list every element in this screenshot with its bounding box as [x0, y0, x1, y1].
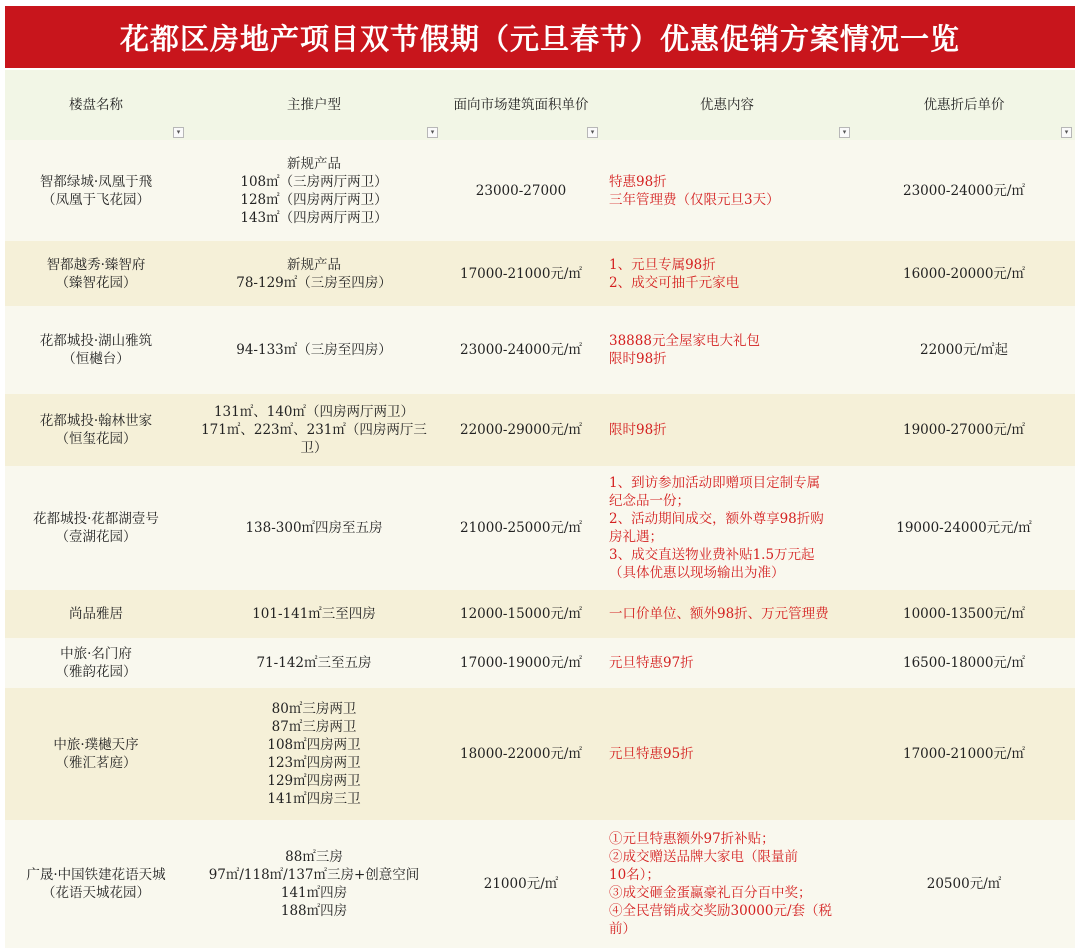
cell-promo: [601, 466, 853, 590]
cell-unit-text: 143㎡（四房两厅两卫）: [240, 209, 388, 226]
cell-name-text: （臻智花园）: [55, 274, 137, 291]
cell-unit-text: 108㎡四房两卫: [267, 737, 361, 753]
filter-dropdown-icon[interactable]: ▾: [587, 127, 598, 138]
cell-unit-text: 141㎡四房: [280, 885, 348, 901]
cell-name-text: （壹湖花园）: [55, 529, 137, 545]
cell-name-text: 智都越秀·臻智府: [46, 256, 146, 273]
cell-after-text: 16000-20000元/㎡: [902, 265, 1025, 282]
cell-name: [5, 306, 187, 394]
cell-price: [441, 394, 601, 466]
cell-name: [5, 820, 187, 948]
cell-after-text: 17000-21000元/㎡: [902, 746, 1025, 762]
table-row[interactable]: [5, 820, 1075, 948]
cell-price-text: 23000-27000: [475, 182, 567, 199]
cell-after-text: 10000-13500元/㎡: [902, 606, 1025, 622]
cell-name-text: 中旅·名门府: [60, 646, 132, 662]
cell-promo-text: 2、成交可抽千元家电: [609, 274, 740, 291]
cell-unit-text: 138-300㎡四房至五房: [245, 520, 383, 536]
cell-name-text: （雅韵花园）: [55, 664, 137, 680]
cell-promo-text: ①元旦特惠额外97折补贴；: [609, 831, 775, 847]
cell-promo-text: ④全民营销成交奖励30000元/套（税: [609, 903, 832, 919]
cell-unit-text: 新规产品: [287, 155, 341, 172]
cell-name: [5, 590, 187, 638]
cell-promo-text: 2、活动期间成交，额外尊享98折购: [609, 511, 824, 527]
table-row[interactable]: [5, 306, 1075, 394]
table-row[interactable]: [5, 688, 1075, 820]
cell-unit: [187, 466, 441, 590]
cell-unit: [187, 688, 441, 820]
cell-after-text: 23000-24000元/㎡: [902, 182, 1025, 199]
header-promo[interactable]: 优惠内容 ▾: [601, 70, 853, 140]
cell-price-text: 17000-21000元/㎡: [459, 265, 582, 282]
cell-name-text: （恒樾台）: [62, 351, 130, 367]
cell-unit-text: 88㎡三房: [285, 849, 343, 865]
cell-unit-text: 71-142㎡三至五房: [256, 655, 372, 671]
cell-name-text: 花都城投·花都湖壹号: [33, 511, 159, 527]
cell-price: [441, 820, 601, 948]
cell-name: [5, 241, 187, 306]
header-unit[interactable]: 主推户型 ▾: [187, 70, 441, 140]
cell-promo-text: 10名）；: [609, 867, 660, 883]
cell-promo-text: ③成交砸金蛋赢豪礼百分百中奖；: [609, 885, 812, 901]
cell-price-text: 22000-29000元/㎡: [459, 422, 582, 438]
cell-price-text: 12000-15000元/㎡: [459, 606, 582, 622]
cell-name-text: 广晟·中国铁建花语天城: [26, 867, 166, 883]
table-row[interactable]: [5, 590, 1075, 638]
cell-unit-text: 80㎡三房两卫: [271, 701, 357, 717]
cell-after-text: 19000-24000元元/㎡: [896, 520, 1032, 536]
table-row[interactable]: [5, 241, 1075, 306]
cell-unit-text: 131㎡、140㎡（四房两厅两卫）: [213, 404, 415, 420]
cell-name-text: 中旅·璞樾天序: [53, 737, 139, 753]
cell-unit-text: 卫）: [300, 440, 328, 456]
cell-unit-text: 141㎡四房三卫: [267, 791, 361, 807]
cell-unit-text: 129㎡四房两卫: [267, 773, 361, 789]
cell-after: [853, 140, 1075, 241]
cell-price-text: 18000-22000元/㎡: [459, 746, 582, 762]
cell-unit: [187, 820, 441, 948]
cell-promo: [601, 140, 853, 241]
filter-dropdown-icon[interactable]: ▾: [839, 127, 850, 138]
cell-name-text: 智都绿城·凤凰于飛: [39, 173, 153, 190]
cell-unit-text: 108㎡（三房两厅两卫）: [240, 173, 388, 190]
cell-unit-text: 171㎡、223㎡、231㎡（四房两厅三: [201, 422, 427, 438]
cell-promo-text: 38888元全屋家电大礼包: [609, 333, 760, 349]
table-row[interactable]: [5, 638, 1075, 688]
cell-name: [5, 140, 187, 241]
cell-price-text: 21000元/㎡: [483, 876, 559, 892]
cell-unit: [187, 590, 441, 638]
table-row[interactable]: [5, 394, 1075, 466]
cell-unit: [187, 638, 441, 688]
cell-promo: [601, 394, 853, 466]
cell-after-text: 16500-18000元/㎡: [902, 655, 1025, 671]
cell-unit-text: 123㎡四房两卫: [267, 755, 361, 771]
filter-dropdown-icon[interactable]: ▾: [1061, 127, 1072, 138]
cell-price: [441, 688, 601, 820]
cell-promo-text: （具体优惠以现场输出为准）: [609, 565, 785, 581]
cell-name: [5, 466, 187, 590]
cell-price: [441, 638, 601, 688]
cell-promo: [601, 638, 853, 688]
cell-promo-text: 一口价单位、额外98折、万元管理费: [609, 606, 829, 622]
promotion-table: [5, 70, 1075, 948]
cell-promo-text: 1、元旦专属98折: [609, 256, 716, 273]
cell-unit-text: 94-133㎡（三房至四房）: [236, 342, 392, 358]
cell-after-text: 20500元/㎡: [926, 876, 1002, 892]
cell-unit-text: 87㎡三房两卫: [271, 719, 357, 735]
header-after[interactable]: 优惠折后单价 ▾: [853, 70, 1075, 140]
cell-unit-text: 101-141㎡三至四房: [252, 606, 376, 622]
cell-name: [5, 394, 187, 466]
cell-unit-text: 78-129㎡（三房至四房）: [236, 274, 392, 291]
cell-after: [853, 688, 1075, 820]
cell-price: [441, 590, 601, 638]
cell-after: [853, 638, 1075, 688]
cell-name-text: （恒玺花园）: [55, 431, 137, 447]
cell-price: [441, 140, 601, 241]
cell-promo-text: 三年管理费（仅限元旦3天）: [609, 191, 780, 208]
cell-name-text: 花都城投·湖山雅筑: [39, 333, 153, 349]
cell-after: [853, 820, 1075, 948]
table-row[interactable]: [5, 140, 1075, 241]
cell-promo-text: 前）: [609, 921, 636, 937]
filter-dropdown-icon[interactable]: ▾: [427, 127, 438, 138]
cell-promo-text: 房礼遇；: [609, 529, 663, 545]
cell-promo: [601, 688, 853, 820]
cell-promo: [601, 590, 853, 638]
cell-name-text: 尚品雅居: [69, 606, 123, 622]
cell-after-text: 22000元/㎡起: [920, 342, 1008, 358]
cell-promo-text: 特惠98折: [609, 173, 667, 190]
cell-price-text: 21000-25000元/㎡: [459, 520, 582, 536]
cell-promo-text: 限时98折: [609, 422, 667, 438]
cell-promo-text: 元旦特惠97折: [609, 655, 694, 671]
cell-unit-text: 188㎡四房: [280, 903, 348, 919]
cell-name-text: （雅汇茗庭）: [55, 755, 137, 771]
cell-promo-text: 1、到访参加活动即赠项目定制专属: [609, 475, 821, 491]
cell-promo: [601, 241, 853, 306]
cell-name-text: 花都城投·翰林世家: [39, 413, 153, 429]
cell-after-text: 19000-27000元/㎡: [902, 422, 1025, 438]
cell-price: [441, 306, 601, 394]
cell-unit-text: 新规产品: [287, 256, 341, 273]
cell-price: [441, 466, 601, 590]
header-price[interactable]: 面向市场建筑面积单价 ▾: [441, 70, 601, 140]
cell-unit: [187, 140, 441, 241]
header-row: [5, 70, 1075, 140]
cell-name: [5, 638, 187, 688]
cell-promo: [601, 306, 853, 394]
cell-promo-text: 3、成交直送物业费补贴1.5万元起: [609, 547, 815, 563]
cell-unit: [187, 306, 441, 394]
cell-price: [441, 241, 601, 306]
cell-after: [853, 394, 1075, 466]
cell-promo: [601, 820, 853, 948]
cell-promo-text: ②成交赠送品牌大家电（限量前: [609, 849, 798, 865]
table-body: [5, 140, 1075, 948]
cell-name-text: （凤凰于飞花园）: [42, 191, 150, 208]
filter-dropdown-icon[interactable]: ▾: [173, 127, 184, 138]
cell-price-text: 17000-19000元/㎡: [459, 655, 582, 671]
cell-unit: [187, 394, 441, 466]
cell-after: [853, 466, 1075, 590]
table-row[interactable]: [5, 466, 1075, 590]
cell-promo-text: 限时98折: [609, 351, 667, 367]
cell-after: [853, 241, 1075, 306]
cell-promo-text: 纪念品一份；: [609, 493, 690, 509]
cell-unit-text: 128㎡（四房两厅两卫）: [240, 191, 388, 208]
header-name[interactable]: 楼盘名称 ▾: [5, 70, 187, 140]
cell-name-text: （花语天城花园）: [42, 885, 150, 901]
cell-promo-text: 元旦特惠95折: [609, 746, 694, 762]
cell-name: [5, 688, 187, 820]
cell-unit: [187, 241, 441, 306]
page-title: 花都区房地产项目双节假期（元旦春节）优惠促销方案情况一览: [5, 6, 1075, 68]
cell-unit-text: 97㎡/118㎡/137㎡三房+创意空间: [208, 867, 420, 883]
cell-after: [853, 306, 1075, 394]
cell-after: [853, 590, 1075, 638]
cell-price-text: 23000-24000元/㎡: [459, 342, 582, 358]
